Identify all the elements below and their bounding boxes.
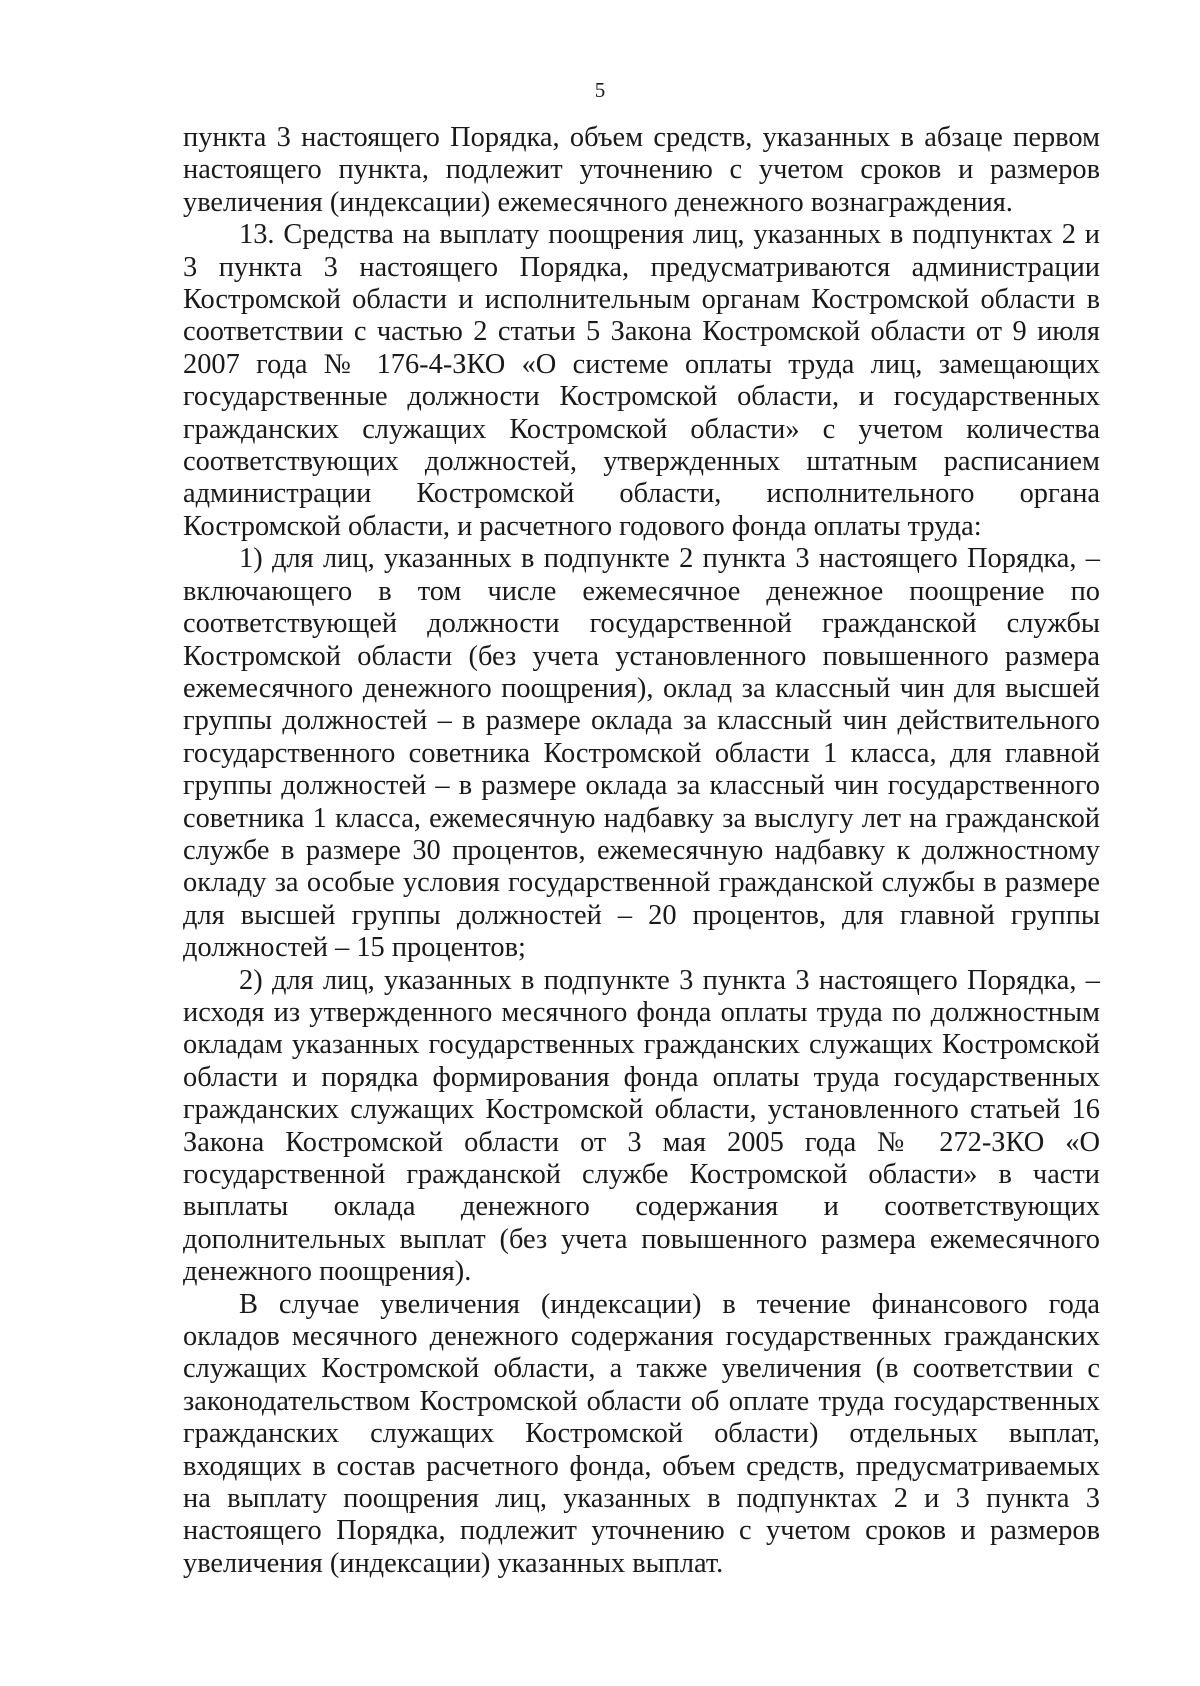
paragraph-subitem-2: 2) для лиц, указанных в подпункте 3 пункта 3 настоящего Порядка, – исходя из утвержденного месячного фонда оплаты труда по должностным окладам указанных государственных гражданских служащих Костромской области и порядка формирования фонда оплаты труда государственных гражданских служащих Костромской области, установленного статьей 16 Закона Костромской области от 3 мая 2005 года № 272-ЗКО «О государственной гражданской службе Костромской области» в части выплаты оклада денежного содержания и соответствующих дополнительных выплат (без учета повышенного размера ежемесячного денежного поощрения).: [183, 964, 1100, 1288]
paragraph-continuation: пункта 3 настоящего Порядка, объем средств, указанных в абзаце первом настоящего пункта, подлежит уточнению с учетом сроков и размеров увеличения (индексации) ежемесячного денежного вознаграждения.: [183, 122, 1100, 218]
document-body: [183, 122, 1100, 1580]
paragraph-item-13: 13. Средства на выплату поощрения лиц, указанных в подпунктах 2 и 3 пункта 3 настоящего Порядка, предусматриваются администрации Костромской области и исполнительным органам Костромской области в соответствии с частью 2 статьи 5 Закона Костромской области от 9 июля 2007 года № 176-4-ЗКО «О системе оплаты труда лиц, замещающих государственные должности Костромской области, и государственных гражданских служащих Костромской области» с учетом количества соответствующих должностей, утвержденных штатным расписанием администрации Костромской области, исполнительного органа Костромской области, и расчетного годового фонда оплаты труда:: [183, 219, 1100, 542]
paragraph-subitem-1: 1) для лиц, указанных в подпункте 2 пункта 3 настоящего Порядка, – включающего в том числе ежемесячное денежное поощрение по соответствующей должности государственной гражданской службы Костромской области (без учета установленного повышенного размера ежемесячного денежного поощрения), оклад за классный чин для высшей группы должностей – в размере оклада за классный чин действительного государственного советника Костромской области 1 класса, для главной группы должностей – в размере оклада за классный чин государственного советника 1 класса, ежемесячную надбавку за выслугу лет на гражданской службе в размере 30 процентов, ежемесячную надбавку к должностному окладу за особые условия государственной гражданской службы в размере для высшей группы должностей – 20 процентов, для главной группы должностей – 15 процентов;: [183, 543, 1100, 964]
paragraph-indexation: В случае увеличения (индексации) в течение финансового года окладов месячного денежного содержания государственных гражданских служащих Костромской области, а также увеличения (в соответствии с законодательством Костромской области об оплате труда государственных гражданских служащих Костромской области) отдельных выплат, входящих в состав расчетного фонда, объем средств, предусматриваемых на выплату поощрения лиц, указанных в подпунктах 2 и 3 пункта 3 настоящего Порядка, подлежит уточнению с учетом сроков и размеров увеличения (индексации) указанных выплат.: [183, 1288, 1100, 1579]
page-number: 5: [594, 78, 606, 102]
